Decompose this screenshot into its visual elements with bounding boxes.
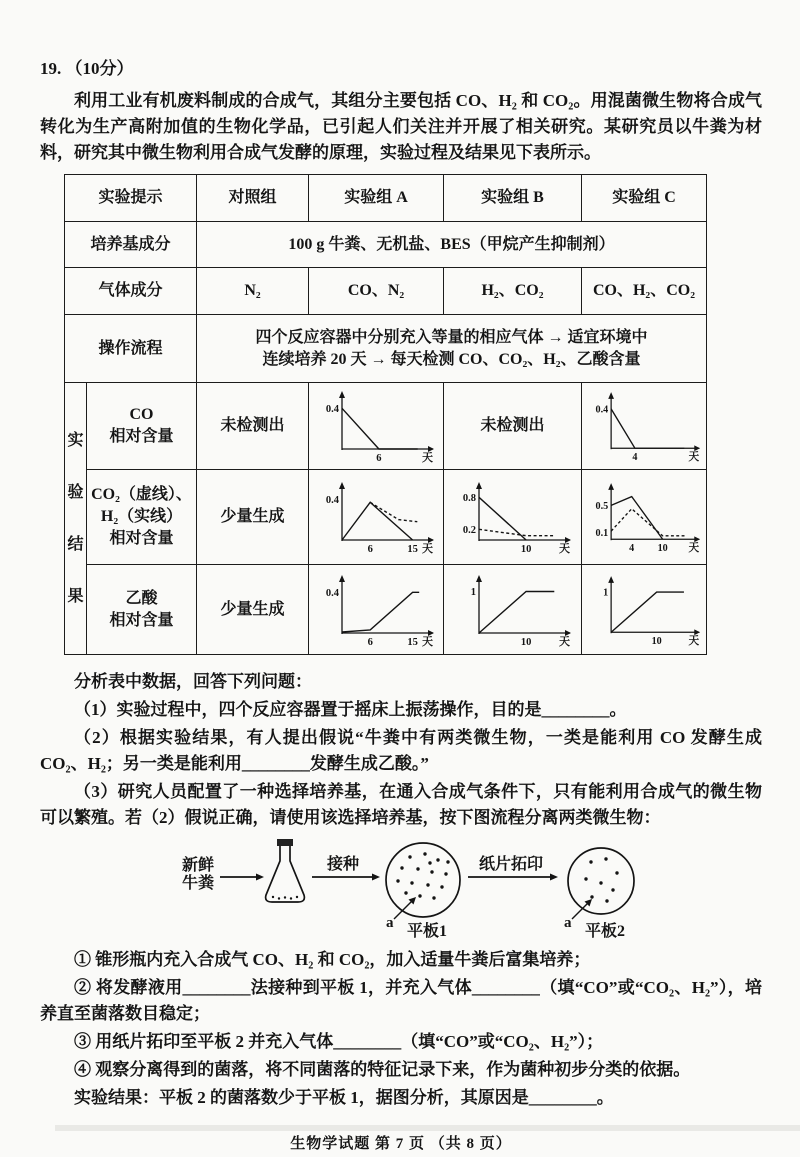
arrow-head bbox=[550, 874, 558, 881]
plate-1 bbox=[386, 843, 460, 940]
gas-label: 气体成分 bbox=[65, 268, 197, 315]
acetate-row-label bbox=[87, 565, 197, 655]
co2h2-group-c-cell bbox=[582, 470, 707, 565]
svg-text:天: 天 bbox=[558, 635, 570, 648]
acetate-row-label-line2: 相对含量 bbox=[109, 611, 174, 629]
svg-text:1: 1 bbox=[603, 586, 609, 598]
table-header-row bbox=[65, 175, 707, 222]
step-2: ② 将发酵液用________法接种到平板 1，并充入气体________（填“CO”或“CO₂、H₂”），培养直至菌落数目稳定； bbox=[40, 978, 762, 1023]
svg-text:天: 天 bbox=[688, 542, 700, 554]
svg-text:4: 4 bbox=[629, 542, 635, 554]
header-group-a: 实验组 A bbox=[309, 175, 444, 222]
step-3: ③ 用纸片拓印至平板 2 并充入气体________（填“CO”或“CO₂、H₂”）； bbox=[74, 1032, 604, 1051]
gas-row bbox=[65, 268, 707, 315]
procedure-row bbox=[65, 315, 707, 383]
chart-acetate-group-b bbox=[447, 571, 578, 649]
acetate-group-b-cell bbox=[444, 565, 582, 655]
acetate-row-label-line1: 乙酸 bbox=[125, 589, 158, 607]
steps-block bbox=[40, 947, 762, 1111]
svg-text:天: 天 bbox=[558, 543, 570, 555]
source-label-line2: 牛粪 bbox=[181, 875, 215, 892]
gas-group-a: CO、N₂ bbox=[309, 268, 444, 315]
colony-a-label-2: a bbox=[564, 915, 572, 931]
co2h2-row-label-line2: H₂（实线） bbox=[100, 508, 183, 525]
svg-text:0.5: 0.5 bbox=[595, 500, 609, 512]
svg-text:0.4: 0.4 bbox=[325, 587, 340, 599]
co-group-b-cell: 未检测出 bbox=[444, 383, 582, 470]
step-4: ④ 观察分离得到的菌落，将不同菌落的特征记录下来，作为菌种初步分类的依据。 bbox=[74, 1060, 691, 1079]
results-label-char: 验 bbox=[67, 483, 84, 501]
co-row-label-line2: 相对含量 bbox=[109, 428, 174, 445]
chart-co2h2-group-b bbox=[447, 478, 578, 556]
co2h2-group-a-cell bbox=[309, 470, 444, 565]
results-label-char: 实 bbox=[67, 431, 84, 449]
question-number: 19. bbox=[40, 59, 62, 78]
analysis-prompt: 分析表中数据，回答下列问题： bbox=[74, 672, 312, 691]
results-label-char: 结 bbox=[67, 535, 84, 553]
svg-text:4: 4 bbox=[632, 451, 638, 463]
svg-text:0.8: 0.8 bbox=[462, 492, 476, 504]
result-row-acetate bbox=[65, 565, 707, 655]
result-row-co bbox=[65, 383, 707, 470]
chart-acetate-group-a bbox=[312, 571, 440, 649]
co2h2-group-b-cell bbox=[444, 470, 582, 565]
co-row-label bbox=[87, 383, 197, 470]
chart-acetate-group-c bbox=[585, 571, 703, 649]
svg-text:天: 天 bbox=[688, 635, 700, 647]
acetate-group-a-cell bbox=[309, 565, 444, 655]
medium-label: 培养基成分 bbox=[65, 222, 197, 268]
separation-flow-diagram bbox=[180, 835, 762, 943]
chart-co2h2-group-c bbox=[585, 478, 703, 556]
procedure-label: 操作流程 bbox=[65, 315, 197, 383]
svg-text:0.4: 0.4 bbox=[325, 494, 340, 506]
svg-text:6: 6 bbox=[367, 636, 373, 648]
step-1: ① 锥形瓶内充入合成气 CO、H₂ 和 CO₂，加入适量牛粪后富集培养； bbox=[74, 950, 591, 969]
co-group-c-cell bbox=[582, 383, 707, 470]
question-2: （2）根据实验结果，有人提出假说“牛粪中有两类微生物，一类是能利用 CO 发酵生成 CO₂、H₂；另一类是能利用________发酵生成乙酸。” bbox=[40, 728, 762, 773]
co2h2-row-label-line3: 相对含量 bbox=[109, 530, 174, 547]
procedure-line-1: 四个反应容器中分别充入等量的相应气体 → 适宜环境中 bbox=[255, 328, 648, 346]
svg-text:15: 15 bbox=[407, 544, 418, 555]
acetate-control-cell: 少量生成 bbox=[197, 565, 309, 655]
svg-text:天: 天 bbox=[688, 451, 700, 463]
gas-group-c: CO、H₂、CO₂ bbox=[582, 268, 707, 315]
arrow-head bbox=[372, 874, 380, 881]
svg-text:10: 10 bbox=[520, 544, 531, 555]
header-hint: 实验提示 bbox=[65, 175, 197, 222]
results-vertical-label bbox=[65, 383, 87, 655]
svg-text:0.4: 0.4 bbox=[325, 403, 340, 415]
chart-co-group-a bbox=[312, 387, 440, 465]
svg-text:15: 15 bbox=[407, 636, 418, 648]
svg-text:10: 10 bbox=[657, 542, 668, 554]
svg-text:6: 6 bbox=[367, 544, 373, 555]
question-header bbox=[40, 56, 762, 82]
co-group-a-cell bbox=[309, 383, 444, 470]
arrow-head bbox=[256, 874, 264, 881]
medium-value: 100 g 牛粪、无机盐、BES（甲烷产生抑制剂） bbox=[197, 222, 707, 268]
gas-control: N₂ bbox=[197, 268, 309, 315]
svg-text:6: 6 bbox=[376, 453, 382, 464]
co2h2-control-cell: 少量生成 bbox=[197, 470, 309, 565]
co2h2-row-label bbox=[87, 470, 197, 565]
plate-1-label: 平板1 bbox=[406, 923, 448, 940]
imprint-label: 纸片拓印 bbox=[478, 856, 544, 873]
plate-2 bbox=[564, 848, 634, 940]
procedure-value bbox=[197, 315, 707, 383]
flow-diagram-svg bbox=[180, 835, 660, 943]
flask-icon bbox=[266, 839, 305, 902]
svg-text:天: 天 bbox=[422, 452, 434, 464]
question-points: （10分） bbox=[65, 59, 134, 78]
header-group-b: 实验组 B bbox=[444, 175, 582, 222]
svg-text:0.2: 0.2 bbox=[462, 524, 476, 536]
chart-co2h2-group-a bbox=[312, 478, 440, 556]
svg-text:10: 10 bbox=[520, 636, 531, 648]
source-label-line1: 新鲜 bbox=[181, 857, 215, 874]
question-3: （3）研究人员配置了一种选择培养基，在通入合成气条件下，只有能利用合成气的微生物可以繁殖。若（2）假说正确，请使用该选择培养基，按下图流程分离两类微生物： bbox=[40, 782, 762, 827]
svg-text:0.4: 0.4 bbox=[595, 404, 609, 416]
results-label-char: 果 bbox=[67, 587, 84, 605]
co2h2-row-label-line1: CO₂（虚线）、 bbox=[91, 486, 192, 503]
colony-a-label-1: a bbox=[386, 915, 394, 931]
gas-group-b: H₂、CO₂ bbox=[444, 268, 582, 315]
questions-block bbox=[40, 669, 762, 831]
scan-edge-artifact bbox=[55, 1125, 800, 1131]
page-footer: 生物学试题 第 7 页 （共 8 页） bbox=[290, 1136, 512, 1152]
plate-2-label: 平板2 bbox=[584, 923, 626, 940]
acetate-group-c-cell bbox=[582, 565, 707, 655]
svg-text:天: 天 bbox=[422, 543, 434, 555]
inoculate-label: 接种 bbox=[326, 856, 360, 873]
question-1: （1）实验过程中，四个反应容器置于摇床上振荡操作，目的是________。 bbox=[74, 700, 627, 719]
svg-text:0.1: 0.1 bbox=[595, 527, 609, 539]
svg-text:10: 10 bbox=[651, 635, 662, 647]
header-control: 对照组 bbox=[197, 175, 309, 222]
svg-text:天: 天 bbox=[422, 635, 434, 648]
question-intro: 利用工业有机废料制成的合成气，其组分主要包括 CO、H₂ 和 CO₂。用混菌微生物将合成气转化为生产高附加值的生物化学品，已引起人们关注并开展了相关研究。某研究员以牛粪为材料，研究其中微生物利用合成气发酵的原理，实验过程及结果见下表所示。 bbox=[40, 91, 762, 162]
result-row-co2h2 bbox=[65, 470, 707, 565]
medium-row bbox=[65, 222, 707, 268]
co-row-label-line1: CO bbox=[129, 406, 154, 423]
header-group-c: 实验组 C bbox=[582, 175, 707, 222]
experiment-table bbox=[64, 174, 707, 655]
procedure-line-2: 连续培养 20 天 → 每天检测 CO、CO₂、H₂、乙酸含量 bbox=[262, 350, 641, 368]
chart-co-group-c bbox=[585, 387, 703, 465]
svg-text:1: 1 bbox=[470, 586, 476, 598]
co-control-cell: 未检测出 bbox=[197, 383, 309, 470]
experiment-result-line: 实验结果：平板 2 的菌落数少于平板 1，据图分析，其原因是________。 bbox=[74, 1088, 614, 1107]
